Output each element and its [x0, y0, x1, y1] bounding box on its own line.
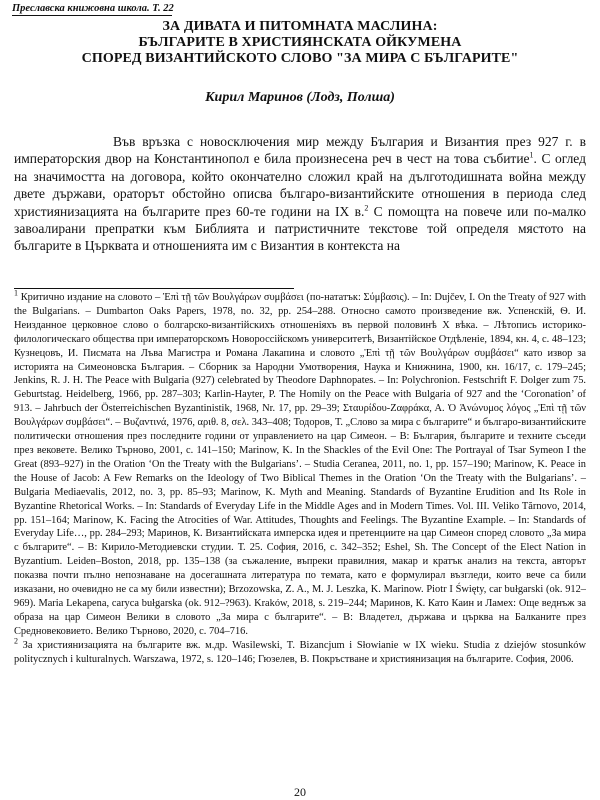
footnote-1 — [14, 288, 586, 639]
title-line-1: ЗА ДИВАТА И ПИТОМНАТА МАСЛИНА: — [162, 19, 438, 34]
author-line: Кирил Маринов (Лодз, Полша) — [205, 90, 395, 105]
footnote-1-mark: 1 — [14, 288, 18, 298]
running-head-rule — [12, 15, 172, 16]
footnote-2-text: За християнизацията на българите вж. м.др. Wasilewski, T. Bizancjum i Słowianie w IX wieku. Studia z dziejów stosunków politycznych i kulturalnych. Warszawa, 1972, s. 120–146; Гюзелев, В. Покръстване и християнизация на българите. София, 2006. — [14, 639, 586, 665]
page-number: 20 — [294, 785, 306, 799]
title-line-3: СПОРЕД ВИЗАНТИЙСКОТО СЛОВО "ЗА МИРА С БЪЛГАРИТЕ" — [81, 51, 519, 66]
body-text-part-2: . С оглед на значимостта на договора, който окончателно сложил край на дълготодишната война между двете държави, ораторът обстойно описва българо-византийските отношения в периода след християнизацията на българите през 60-те години на IX в. — [14, 151, 586, 219]
title-line-2: БЪЛГАРИТЕ В ХРИСТИЯНСКАТА ОЙКУМЕНА — [138, 35, 462, 50]
footnote-2 — [14, 636, 586, 667]
footnote-1-text: Критично издание на словото – Ἐπὶ τῇ τῶν Βουλγάρων συμβάσει (по-нататък: Σύμβασις). – In: Dujčev, I. On the Treaty of 927 with the Bulgarians. – Dumbarton Oaks Papers, 1978, no. 32, pp. 254–288. Относно самото произведение вж. Успенскій, Ѳ. И. Неизданное церковное слово о болгарско-византійскихъ отношеніяхъ въ первой половинѣ Х вѣка. – Лѣтопись историко-филологическаго общества при императорскомъ Новороссійскомъ университетѣ, Византійское Отдѣленіе, 1894, кн. 4, с. 48–123; Кузнецовъ, И. Писмата на Лъва Магистра и Романа Лакапина и словото „Ἐπὶ τῇ τῶν Βουλγάρων συμβάσει“ като извор за историята на Симеоновска България. – Сборник за Народни Умотворения, Наука и Книжнина, 1900, кн. 16/17, с. 179–245; Jenkins, R. J. H. The Peace with Bulgaria (927) celebrated by Theodore Daphnopates. – In: Polychronion. Festschrift F. Dolger zum 75. Geburtstag. Heidelberg, 1966, pp. 287–303; Karlin-Hayter, P. The Homily on the Peace with Bulgaria of 927 and the ‘Coronation’ of 913. – Jahrbuch der Österreichischen Byzantinistik, 1968, Nr. 17, pp. 29–39; Σταυρίδου-Ζαφράκα, Α. Ὁ Ἀνώνυμος λόγος „Ἐπὶ τῇ τῶν Βουλγάρων συμβάσει“. – Βυζαντινά, 1976, αριθ. 8, σελ. 343–408; Тодоров, Т. „Слово за мира с българите“ и българо-византийските политически отношения през последните години от управлението на цар Симеон. – В: България, българите и техните съседи през вековете. Велико Търново, 2001, с. 141–150; Marinow, K. In the Shackles of the Evil One: The Portrayal of Tsar Symeon I the Great (893–927) in the Oration ‘On the Treaty with the Bulgarians’. – Studia Ceranea, 2011, no. 1, pp. 157–190; Marinow, K. Peace in the House of Jacob: A Few Remarks on the Ideology of Two Biblical Themes in the Oration ‘On the Treaty with the Bulgarians’. – Bulgaria Mediaevalis, 2012, no. 3, pp. 85–93; Marinow, K. Myth and Meaning. Standards of Byzantine Erudition and Its Role in Byzantine Rhetorical Works. – In: Standards of Everyday Life in the Middle Ages and in Modern Times. Vol. III. Veliko Tărnovo, 2014, pp. 151–164; Marinow, K. Facing the Atrocities of War. Attitudes, Thoughts and Feelings. The Byzantine Example. – In: Standards of Everyday Life…, pp. 284–293; Маринов, К. Византийската имперска идея и претенциите на цар Симеон според словото „За мира с българите“. – В: Кирило-Методиевски студии. Т. 25. София, 2016, с. 342–352; Eshel, Sh. The Concept of the Elect Nation in Byzantium. Leiden–Boston, 2018, pp. 135–138 (за съжаление, въпреки правилния, макар и кратък анализ на текста, авторът показва почти пълно непознаване на досегашната литература по темата, като е формулирал възгледи, които вече са били изказани, но очевидно не са му били известни); Brzozowska, Z. A., M. J. Leszka, K. Marinow. Piotr I Święty, car bułgarski (ok. 912–969). Maria Lekapena, caryca bułgarska (ok. 912–?963). Kraków, 2018, s. 219–244; Маринов, К. Като Каин и Ламех: Още веднъж за образа на цар Симеон Велики в словото „За мира с българите“. – В: Владетел, държава и църква на Балканите през Средновековието. Велико Търново, 2020, с. 704–716. — [14, 292, 586, 637]
body-paragraph — [14, 133, 586, 255]
body-text-part-3: С помощта на повече или по-малко завоалирани препратки към Библията и патристичните текстове той определя мястото на българите в Църквата и отношенията им с Византия в контекста на — [14, 203, 586, 254]
footnote-ref-2[interactable]: 2 — [364, 203, 369, 213]
running-head: Преславска книжовна школа. Т. 22 — [12, 3, 174, 14]
footnotes — [14, 288, 586, 666]
footnote-2-mark: 2 — [14, 636, 18, 646]
footnote-ref-1[interactable]: 1 — [529, 150, 534, 160]
body-text-part-1: Във връзка с новосключения мир между България и Византия през 927 г. в императорския двор на Константинопол е била произнесена реч в чест на това събитие — [14, 134, 586, 167]
footnote-separator — [14, 288, 294, 289]
article-title — [30, 19, 570, 67]
